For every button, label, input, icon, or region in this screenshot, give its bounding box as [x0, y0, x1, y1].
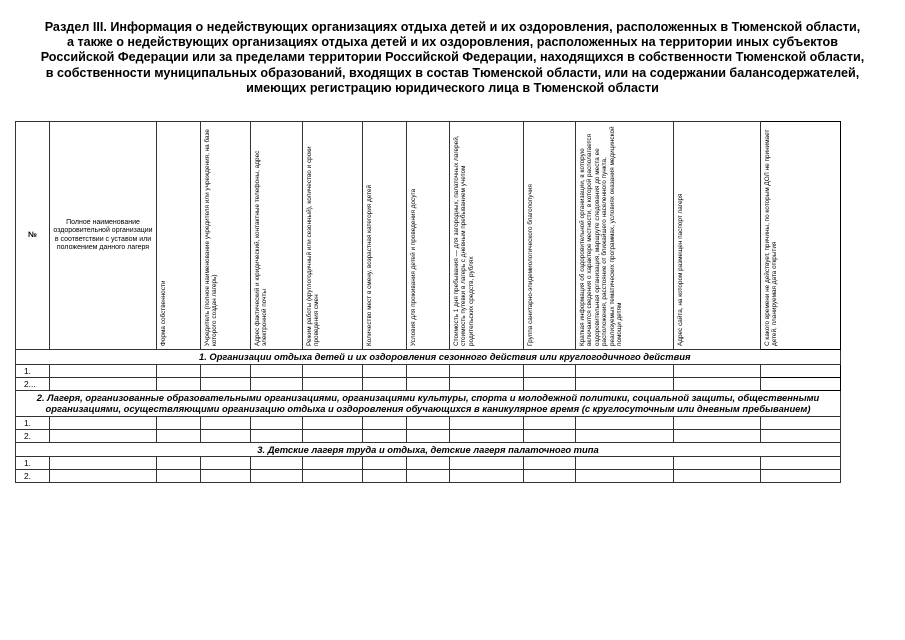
- col-header-inactive-since: С какого времени не действует, причины, по которым ДОЛ не принимает детей, планируемая дата открытия: [761, 122, 841, 350]
- table-cell[interactable]: [761, 378, 841, 391]
- col-header-founder: Учредитель (полное наименование учредителя или учреждения, на базе которого создан лагерь): [201, 122, 251, 350]
- table-row: [16, 365, 841, 378]
- section-row: [16, 350, 841, 365]
- section-title-2: 2. Лагеря, организованные образовательными организациями, организациями культуры, спорта и молодежной политики, социальной защиты, общественными организациями, осуществляющими организацию отдыха и оздоровления обучающихся в каникулярное время (с круглосуточным или дневным пребыванием): [16, 391, 841, 417]
- camps-table: [15, 121, 841, 483]
- section-title-1: 1. Организации отдыха детей и их оздоровления сезонного действия или круглогодичного действия: [50, 350, 841, 365]
- col-header-website: Адрес сайта, на котором размещен паспорт лагеря: [674, 122, 761, 350]
- row-number: 1.: [16, 457, 50, 470]
- row-number: 2...: [16, 378, 50, 391]
- section-title-3: 3. Детские лагеря труда и отдыха, детские лагеря палаточного типа: [16, 442, 841, 456]
- col-header-address: Адрес фактический и юридический, контактные телефоны, адрес электронной почты: [251, 122, 303, 350]
- table-row: [16, 457, 841, 470]
- table-row: [16, 470, 841, 483]
- header-row: [16, 122, 841, 350]
- col-header-capacity: Количество мест в смену, возрастная категория детей: [363, 122, 407, 350]
- row-number: 1.: [16, 365, 50, 378]
- col-header-number: №: [16, 122, 50, 350]
- table-row: [16, 429, 841, 442]
- col-header-work-mode: Режим работы (круглогодичный или сезонный), количество и сроки проведения смен: [303, 122, 363, 350]
- section-row: [16, 391, 841, 417]
- row-number: 1.: [16, 416, 50, 429]
- col-header-ownership: Форма собственности: [157, 122, 201, 350]
- row-number: 2.: [16, 470, 50, 483]
- section-title: Раздел III. Информация о недействующих организациях отдыха детей и их оздоровления, расположенных в Тюменской области, а также о недействующих организациях отдыха детей и их оздоровления, расположенных на территории иных субъектов Российской Федерации или за пределами территории Российской Федерации, находящихся в собственности Тюменской области, в собственности муниципальных образований, входящих в состав Тюменской области, или на содержании балансодержателей, имеющих регистрацию юридического лица в Тюменской области: [40, 20, 865, 95]
- table-row: [16, 378, 841, 391]
- table-row: [16, 416, 841, 429]
- section-row: [16, 442, 841, 456]
- row-number: 2.: [16, 429, 50, 442]
- col-header-full-name: Полное наименование оздоровительной организации в соответствии с уставом или положением данного лагеря: [50, 122, 157, 350]
- col-header-sanitary-group: Группа санитарно-эпидемиологического благополучия: [524, 122, 576, 350]
- col-header-brief-info: Краткая информация об оздоровительной организации, в которую включаются сведения о характере местности, в которой располагается оздоровительная организация, маршруте следования до места ее расположения, расстояние от ближайшего населенного пункта, реализуемых тематических программах, условиях оказания медицинской помощи детям: [576, 122, 674, 350]
- col-header-cost: Стоимость 1 дня пребывания — для загородных, палаточных лагерей, стоимость путевки в лагерь с дневным пребыванием учетом родительских средств, рублях: [450, 122, 524, 350]
- table-cell[interactable]: [761, 365, 841, 378]
- col-header-conditions: Условия для проживания детей и проведения досуга: [407, 122, 450, 350]
